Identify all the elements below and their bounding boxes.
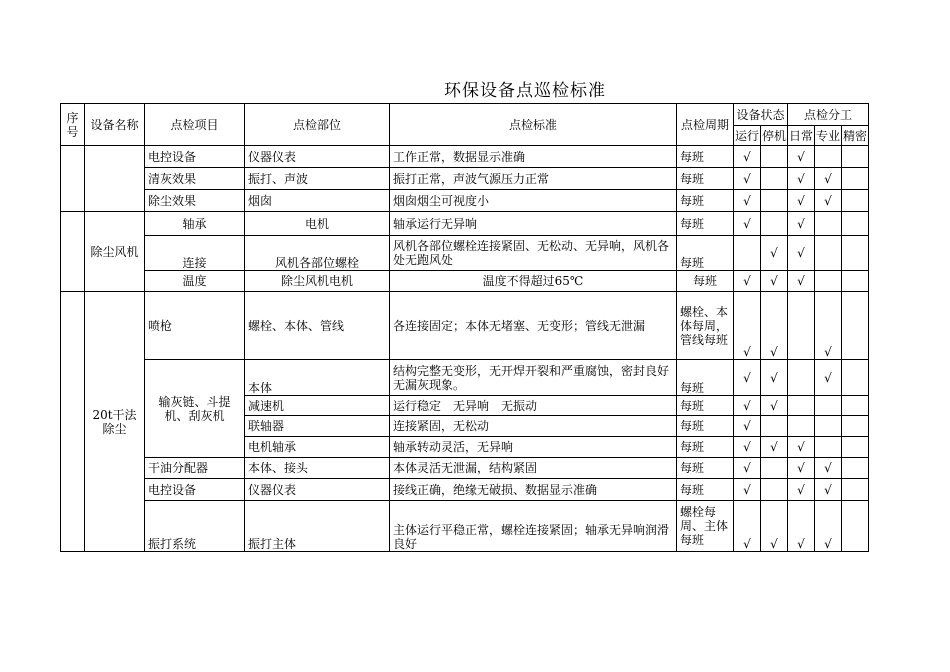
device-name-cell [85,146,145,212]
part-cell: 螺栓、本体、管线 [245,292,390,360]
mark-professional [815,416,842,437]
period-cell: 每班 [677,458,734,479]
mark-running: √ [734,479,761,501]
mark-stopped: √ [761,437,788,458]
mark-professional: √ [815,458,842,479]
mark-stopped: √ [761,292,788,360]
mark-running: √ [734,458,761,479]
period-cell: 每班 [677,416,734,437]
period-cell: 每班 [677,271,734,292]
mark-stopped [761,416,788,437]
mark-running: √ [734,501,761,552]
part-cell: 本体、接头 [245,458,390,479]
mark-daily: √ [788,190,815,212]
mark-daily: √ [788,168,815,190]
item-cell: 轴承 [145,212,245,236]
standard-cell: 运行稳定 无异响 无振动 [390,396,677,416]
table-row [61,271,869,292]
period-cell: 每班 [677,396,734,416]
row-no [61,292,85,552]
mark-professional: √ [815,360,842,396]
table-row [61,212,869,236]
standard-cell: 振打正常，声波气源压力正常 [390,168,677,190]
mark-professional: √ [815,190,842,212]
mark-running: √ [734,190,761,212]
table-row [61,168,869,190]
part-cell: 除尘风机电机 [245,271,390,292]
mark-running: √ [734,292,761,360]
mark-daily: √ [788,458,815,479]
mark-professional [815,396,842,416]
header-item: 点检项目 [145,104,245,146]
part-cell: 风机各部位螺栓 [245,236,390,271]
table-body [61,104,869,552]
item-cell: 连接 [145,236,245,271]
mark-precision [842,396,869,416]
table-row [61,190,869,212]
standard-cell: 接线正确，绝缘无破损、数据显示准确 [390,479,677,501]
page-title: 环保设备点巡检标准 [444,81,606,101]
table-row [61,360,869,396]
item-cell: 喷枪 [145,292,245,360]
mark-daily: √ [788,501,815,552]
table-row [61,458,869,479]
mark-professional: √ [815,292,842,360]
mark-daily [788,360,815,396]
mark-daily: √ [788,236,815,271]
mark-precision [842,479,869,501]
mark-running: √ [734,437,761,458]
period-cell: 每班 [677,437,734,458]
standard-cell: 轴承运行无异响 [390,212,677,236]
standard-cell: 连接紧固，无松动 [390,416,677,437]
header-part: 点检部位 [245,104,390,146]
table-row [61,501,869,552]
mark-running: √ [734,271,761,292]
item-cell: 振打系统 [145,501,245,552]
mark-running: √ [734,360,761,396]
mark-precision [842,236,869,271]
mark-daily: √ [788,271,815,292]
header-precision: 精密 [842,126,869,146]
table-row [61,479,869,501]
header-daily: 日常 [788,126,815,146]
mark-professional: √ [815,501,842,552]
mark-precision [842,437,869,458]
header-standard: 点检标准 [390,104,677,146]
table-row [61,236,869,271]
header-status: 设备状态 [734,104,788,126]
mark-professional [815,437,842,458]
mark-precision [842,292,869,360]
row-no [61,146,85,212]
mark-professional: √ [815,168,842,190]
standard-cell: 各连接固定；本体无堵塞、无变形；管线无泄漏 [390,292,677,360]
mark-stopped: √ [761,271,788,292]
mark-stopped [761,146,788,168]
header-device-name: 设备名称 [85,104,145,146]
mark-precision [842,190,869,212]
mark-precision [842,360,869,396]
header-no: 序号 [61,104,85,146]
part-cell: 振打主体 [245,501,390,552]
item-cell: 电控设备 [145,479,245,501]
mark-daily: √ [788,146,815,168]
mark-running: √ [734,146,761,168]
part-cell: 烟囱 [245,190,390,212]
inspection-table [60,103,869,552]
period-cell: 每班 [677,190,734,212]
standard-cell: 轴承转动灵活，无异响 [390,437,677,458]
mark-daily [788,416,815,437]
standard-cell: 本体灵活无泄漏，结构紧固 [390,458,677,479]
part-cell: 联轴器 [245,416,390,437]
period-cell: 螺栓、本体每周，管线每班 [677,292,734,360]
mark-precision [842,271,869,292]
standard-cell: 工作正常，数据显示准确 [390,146,677,168]
period-cell: 每班 [677,360,734,396]
part-cell: 本体 [245,360,390,396]
header-stopped: 停机 [761,126,788,146]
mark-stopped [761,168,788,190]
mark-stopped: √ [761,236,788,271]
mark-precision [842,168,869,190]
period-cell: 每班 [677,479,734,501]
mark-stopped: √ [761,396,788,416]
row-no [61,212,85,292]
item-cell: 干油分配器 [145,458,245,479]
part-cell: 减速机 [245,396,390,416]
header-period: 点检周期 [677,104,734,146]
period-cell: 每班 [677,168,734,190]
device-name-cell: 20t干法除尘 [85,292,145,552]
header-row [61,104,869,126]
standard-cell: 结构完整无变形，无开焊开裂和严重腐蚀，密封良好无漏灰现象。 [390,360,677,396]
mark-stopped: √ [761,360,788,396]
mark-stopped [761,190,788,212]
mark-running: √ [734,168,761,190]
standard-cell: 主体运行平稳正常，螺栓连接紧固；轴承无异响润滑良好 [390,501,677,552]
part-cell: 仪器仪表 [245,146,390,168]
mark-precision [842,146,869,168]
header-division: 点检分工 [788,104,869,126]
mark-daily [788,396,815,416]
standard-cell: 风机各部位螺栓连接紧固、无松动、无异响，风机各处无跑风处 [390,236,677,271]
part-cell: 电机 [245,212,390,236]
mark-professional [815,212,842,236]
period-cell: 每班 [677,146,734,168]
mark-daily [788,292,815,360]
mark-running: √ [734,396,761,416]
period-cell: 每班 [677,236,734,271]
mark-daily: √ [788,437,815,458]
mark-professional [815,236,842,271]
item-cell: 温度 [145,271,245,292]
item-cell: 清灰效果 [145,168,245,190]
period-cell: 每班 [677,212,734,236]
period-cell: 螺栓每周、主体每班 [677,501,734,552]
mark-precision [842,416,869,437]
mark-professional [815,146,842,168]
item-cell: 除尘效果 [145,190,245,212]
header-professional: 专业 [815,126,842,146]
mark-running: √ [734,212,761,236]
mark-stopped [761,212,788,236]
mark-professional: √ [815,479,842,501]
standard-cell: 温度不得超过65℃ [390,271,677,292]
device-name-cell: 除尘风机 [85,212,145,292]
table-row [61,146,869,168]
mark-stopped [761,479,788,501]
mark-precision [842,212,869,236]
header-running: 运行 [734,126,761,146]
standard-cell: 烟囱烟尘可视度小 [390,190,677,212]
part-cell: 振打、声波 [245,168,390,190]
mark-precision [842,501,869,552]
mark-daily: √ [788,212,815,236]
mark-daily: √ [788,479,815,501]
mark-running [734,236,761,271]
item-cell: 输灰链、斗提机、刮灰机 [145,360,245,458]
part-cell: 仪器仪表 [245,479,390,501]
mark-professional [815,271,842,292]
mark-running: √ [734,416,761,437]
part-cell: 电机轴承 [245,437,390,458]
table-row [61,292,869,360]
mark-precision [842,458,869,479]
mark-stopped [761,458,788,479]
mark-stopped: √ [761,501,788,552]
item-cell: 电控设备 [145,146,245,168]
